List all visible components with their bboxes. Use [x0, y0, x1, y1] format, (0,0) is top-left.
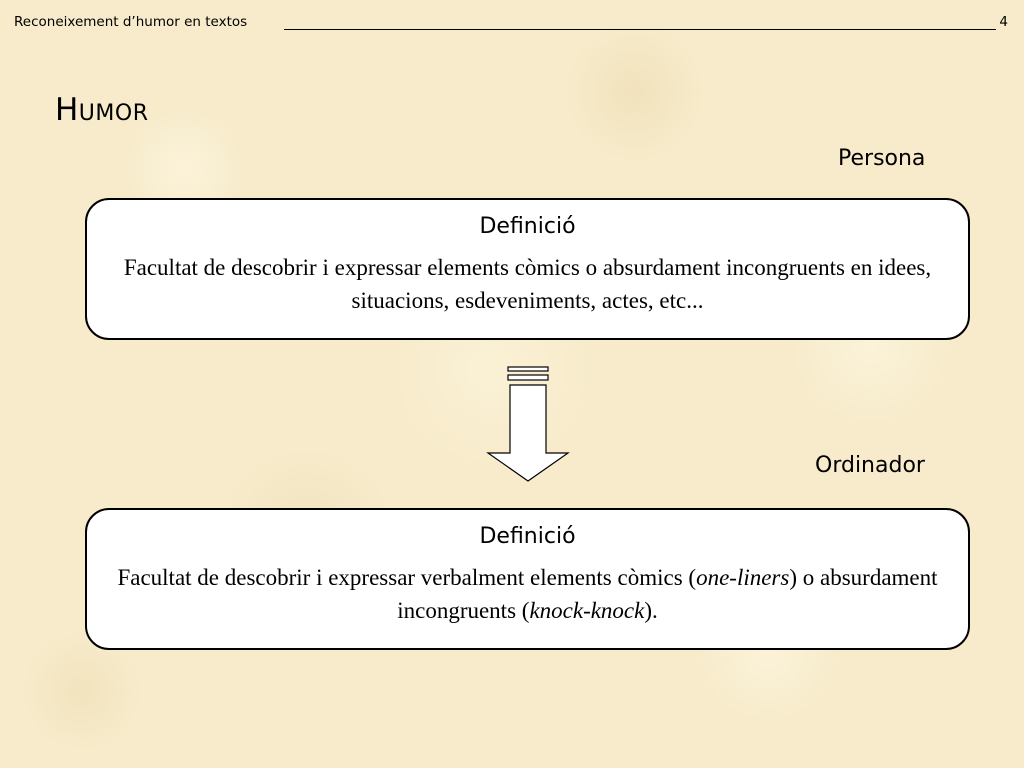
definition-text-part: Facultat de descobrir i expressar verbalment elements còmics (	[117, 565, 697, 590]
definition-text-part: ) o absurdament incongruents (	[397, 565, 938, 623]
page-number: 4	[999, 14, 1008, 30]
definition-text	[87, 561, 968, 627]
definition-text-part: ).	[644, 598, 658, 623]
persona-label: Persona	[838, 146, 926, 171]
definition-example-knock-knock: knock-knock	[529, 598, 645, 623]
definition-example-one-liners: one-liners	[696, 565, 790, 590]
down-arrow-icon	[486, 365, 570, 483]
definition-box-persona	[85, 198, 970, 340]
definition-heading: Definició	[479, 524, 576, 549]
header-rule	[284, 29, 996, 30]
definition-heading: Definició	[479, 214, 576, 239]
header-title: Reconeixement d’humor en textos	[14, 14, 248, 30]
slide-header	[14, 12, 1010, 32]
ordinador-label: Ordinador	[815, 453, 925, 478]
slide-title: Humor	[55, 92, 149, 128]
definition-box-ordinador	[85, 508, 970, 650]
definition-text: Facultat de descobrir i expressar elements còmics o absurdament incongruents en idees, situacions, esdeveniments, actes, etc...	[123, 255, 932, 313]
